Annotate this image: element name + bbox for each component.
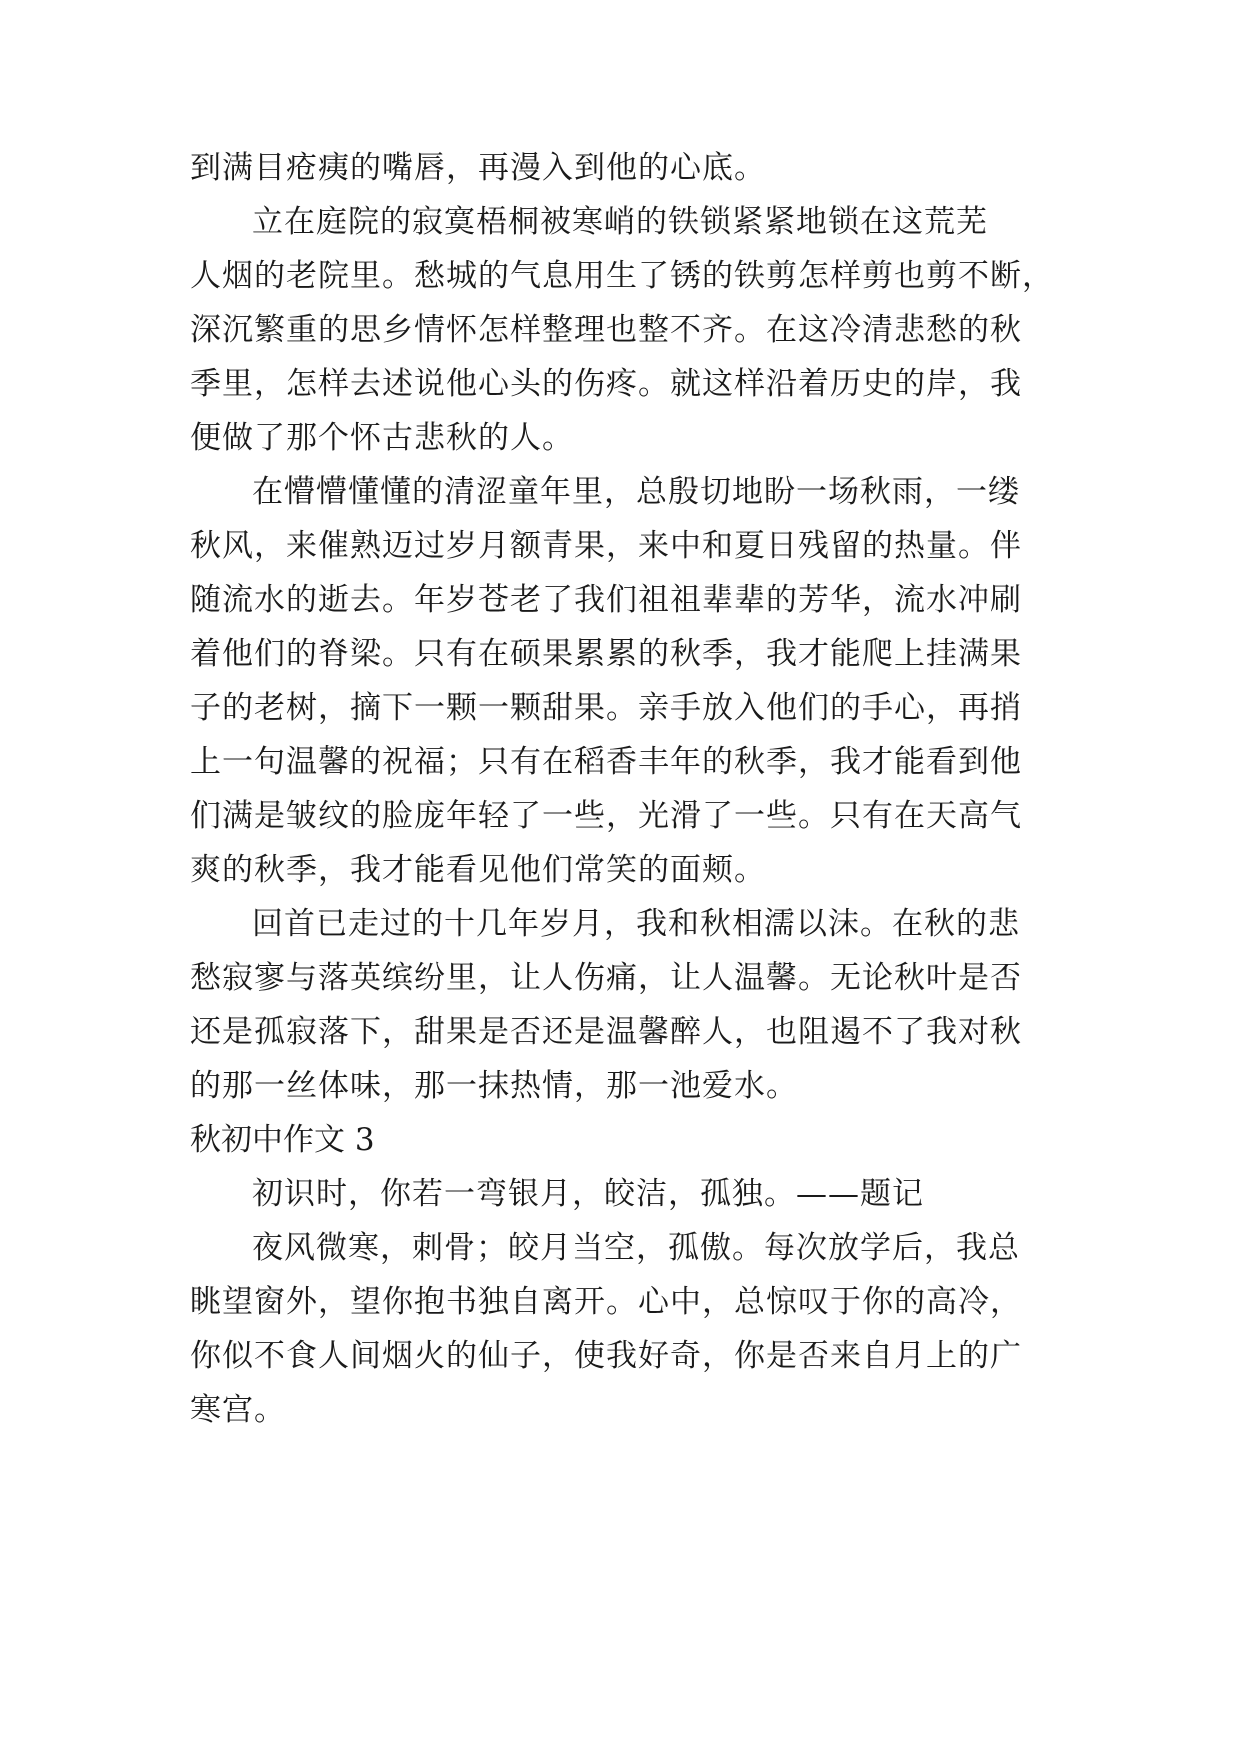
section-heading: 秋初中作文 3 xyxy=(190,1122,375,1158)
text-line: 在懵懵懂懂的清涩童年里，总殷切地盼一场秋雨，一缕 xyxy=(252,474,1020,510)
text-line: 上一句温馨的祝福；只有在稻香丰年的秋季，我才能看到他 xyxy=(190,744,1022,780)
text-line: 随流水的逝去。年岁苍老了我们祖祖辈辈的芳华，流水冲刷 xyxy=(190,582,1022,618)
text-line: 着他们的脊梁。只有在硕果累累的秋季，我才能爬上挂满果 xyxy=(190,636,1022,672)
text-line: 愁寂寥与落英缤纷里，让人伤痛，让人温馨。无论秋叶是否 xyxy=(190,960,1022,996)
text-line: 的那一丝体味，那一抹热情，那一池爱水。 xyxy=(190,1068,798,1104)
text-line: 寒宫。 xyxy=(190,1392,286,1428)
text-line: 深沉繁重的思乡情怀怎样整理也整不齐。在这冷清悲愁的秋 xyxy=(190,312,1022,348)
text-line: 秋风，来催熟迈过岁月额青果，来中和夏日残留的热量。伴 xyxy=(190,528,1022,564)
text-line: 夜风微寒，刺骨；皎月当空，孤傲。每次放学后，我总 xyxy=(252,1230,1020,1266)
text-line: 你似不食人间烟火的仙子，使我好奇，你是否来自月上的广 xyxy=(190,1338,1022,1374)
text-line: 们满是皱纹的脸庞年轻了一些，光滑了一些。只有在天高气 xyxy=(190,798,1022,834)
text-line: 子的老树，摘下一颗一颗甜果。亲手放入他们的手心，再捎 xyxy=(190,690,1022,726)
text-line: 初识时，你若一弯银月，皎洁，孤独。——题记 xyxy=(252,1176,924,1212)
text-line: 便做了那个怀古悲秋的人。 xyxy=(190,420,574,456)
text-line: 季里，怎样去述说他心头的伤疼。就这样沿着历史的岸，我 xyxy=(190,366,1022,402)
text-line: 爽的秋季，我才能看见他们常笑的面颊。 xyxy=(190,852,766,888)
text-line: 眺望窗外，望你抱书独自离开。心中，总惊叹于你的高冷， xyxy=(190,1284,1022,1320)
text-line: 到满目疮痍的嘴唇，再漫入到他的心底。 xyxy=(190,150,766,186)
text-line: 人烟的老院里。愁城的气息用生了锈的铁剪怎样剪也剪不断， xyxy=(190,258,1054,294)
text-line: 还是孤寂落下，甜果是否还是温馨醉人，也阻遏不了我对秋 xyxy=(190,1014,1022,1050)
text-line: 回首已走过的十几年岁月，我和秋相濡以沫。在秋的悲 xyxy=(252,906,1020,942)
text-line: 立在庭院的寂寞梧桐被寒峭的铁锁紧紧地锁在这荒芜 xyxy=(252,204,988,240)
